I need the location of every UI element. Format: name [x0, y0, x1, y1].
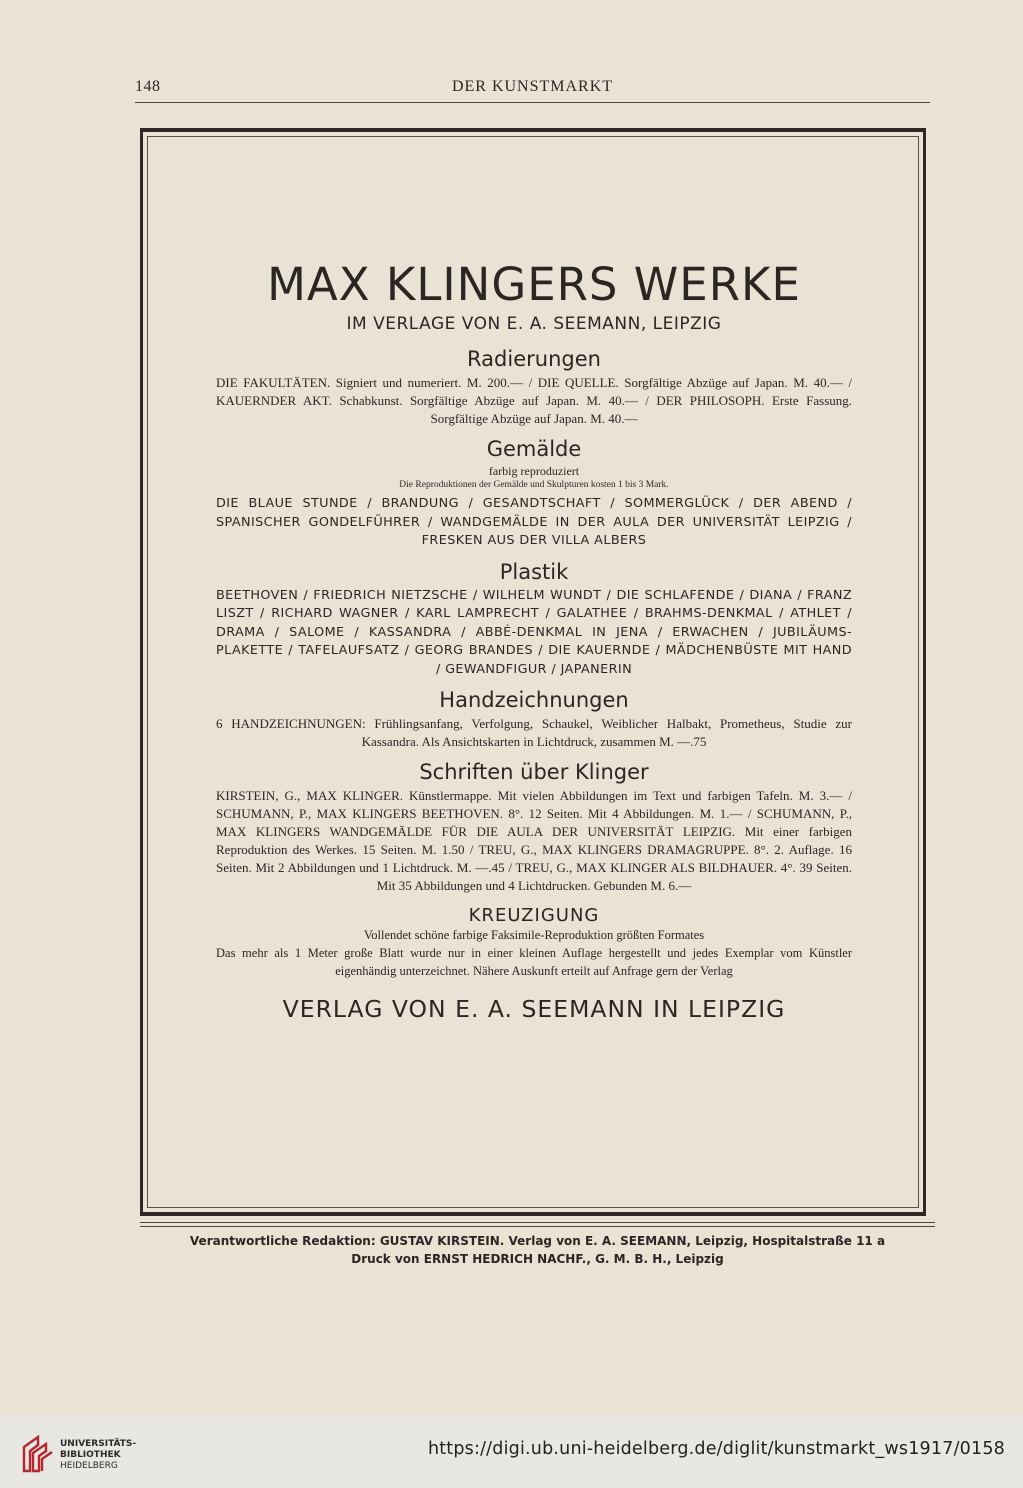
section-gemaelde-heading: Gemälde [486, 437, 582, 461]
section-gemaelde-text: DIE BLAUE STUNDE / BRANDUNG / GESANDTSCHAFT / SOMMERGLÜCK / DER ABEND / SPANISCHER GONDELFÜHRER / WANDGEMÄLDE IN DER AULA DER UNIVERSITÄT LEIPZIG / FRESKEN AUS DER VILLA ALBERS [216, 496, 852, 548]
imprint-footer [140, 1232, 935, 1268]
section-radierungen-heading: Radierungen [467, 347, 601, 371]
viewer-bar [0, 1415, 1023, 1488]
section-plastik-heading: Plastik [499, 559, 569, 584]
imprint-line-2: Druck von ERNST HEDRICH NACHF., G. M. B. H., Leipzig [351, 1252, 724, 1266]
section-handzeichnungen-heading: Handzeichnungen [439, 688, 629, 712]
section-schriften-text: KIRSTEIN, G., MAX KLINGER. Künstlermappe. Mit vielen Abbildungen im Text und farbigen Tafeln. M. 3.— / SCHUMANN, P., MAX KLINGERS BEETHOVEN. 8°. 12 Seiten. Mit 4 Abbildungen. M. 1.— / SCHUMANN, P., MAX KLINGERS WANDGEMÄLDE FÜR DIE AULA DER UNIVERSITÄT LEIPZIG. Mit einer farbigen Reproduktion des Werkes. 15 Seiten. M. 1.50 / TREU, G., MAX KLINGERS DRAMAGRUPPE. 8°. 2. Auflage. 16 Seiten. Mit 2 Abbildungen und 1 Lichtdruck. M. —.45 / TREU, G., MAX KLINGER ALS BILDHAUER. 4°. 39 Seiten. Mit 35 Abbildungen und 4 Lichtdrucken. Gebunden M. 6.— [216, 788, 852, 893]
section-kreuzigung-line1: Vollendet schöne farbige Faksimile-Reproduktion größten Formates [363, 928, 705, 942]
header-rule [135, 102, 930, 103]
logo-line-2: BIBLIOTHEK [60, 1450, 121, 1460]
logo-line-1: UNIVERSITÄTS- [60, 1439, 137, 1449]
footer-rule [140, 1226, 935, 1227]
advert-content [216, 256, 852, 1023]
advert-title: MAX KLINGERS WERKE [267, 258, 801, 311]
section-plastik-text: BEETHOVEN / FRIEDRICH NIETZSCHE / WILHELM WUNDT / DIE SCHLAFENDE / DIANA / FRANZ LISZT / RICHARD WAGNER / KARL LAMPRECHT / GALATHEE / BRAHMS-DENKMAL / ATHLET / DRAMA / SALOME / KASSANDRA / ABBÉ-DENKMAL IN JENA / ERWACHEN / JUBILÄUMS-PLAKETTE / TAFELAUFSATZ / GEORG BRANDES / DIE KAUERNDE / MÄDCHENBÜSTE MIT HAND / GEWANDFIGUR / JAPANERIN [216, 587, 852, 677]
library-logo-text[interactable] [60, 1439, 136, 1472]
publisher-line: VERLAG VON E. A. SEEMANN IN LEIPZIG [282, 995, 786, 1023]
footer-rule [140, 1222, 935, 1223]
university-library-logo-icon[interactable] [20, 1435, 54, 1475]
section-radierungen-text: DIE FAKULTÄTEN. Signiert und numeriert. M. 200.— / DIE QUELLE. Sorgfältige Abzüge auf Japan. M. 40.— / KAUERNDER AKT. Schabkunst. Sorgfältige Abzüge auf Japan. M. 40.— / DER PHILOSOPH. Erste Fassung. Sorgfältige Abzüge auf Japan. M. 40.— [216, 375, 852, 426]
logo-line-3: HEIDELBERG [60, 1461, 118, 1471]
imprint-line-1: Verantwortliche Redaktion: GUSTAV KIRSTEIN. Verlag von E. A. SEEMANN, Leipzig, Hospitalstraße 11 a [189, 1234, 886, 1248]
section-kreuzigung-heading: KREUZIGUNG [468, 905, 600, 926]
page-number: 148 [135, 78, 161, 95]
page-header [135, 78, 930, 100]
running-head: DER KUNSTMARKT [451, 78, 614, 95]
section-kreuzigung-line2: Das mehr als 1 Meter große Blatt wurde nur in einer kleinen Auflage hergestellt und jedes Exemplar vom Künstler eigenhändig unterzeichnet. Nähere Auskunft erteilt auf Anfrage gern der Verlag [216, 946, 852, 978]
advert-subtitle: IM VERLAGE VON E. A. SEEMANN, LEIPZIG [346, 314, 722, 334]
permalink-url[interactable]: https://digi.ub.uni-heidelberg.de/diglit/kunstmarkt_ws1917/0158 [427, 1439, 1005, 1459]
section-gemaelde-note: Die Reproduktionen der Gemälde und Skulpturen kosten 1 bis 3 Mark. [399, 480, 669, 490]
section-schriften-heading: Schriften über Klinger [419, 760, 649, 784]
section-gemaelde-sub: farbig reproduziert [488, 464, 580, 478]
section-handzeichnungen-text: 6 HANDZEICHNUNGEN: Frühlingsanfang, Verfolgung, Schaukel, Weiblicher Halbakt, Prometheus, Studie zur Kassandra. Als Ansichtskarten in Lichtdruck, zusammen M. —.75 [216, 716, 852, 749]
